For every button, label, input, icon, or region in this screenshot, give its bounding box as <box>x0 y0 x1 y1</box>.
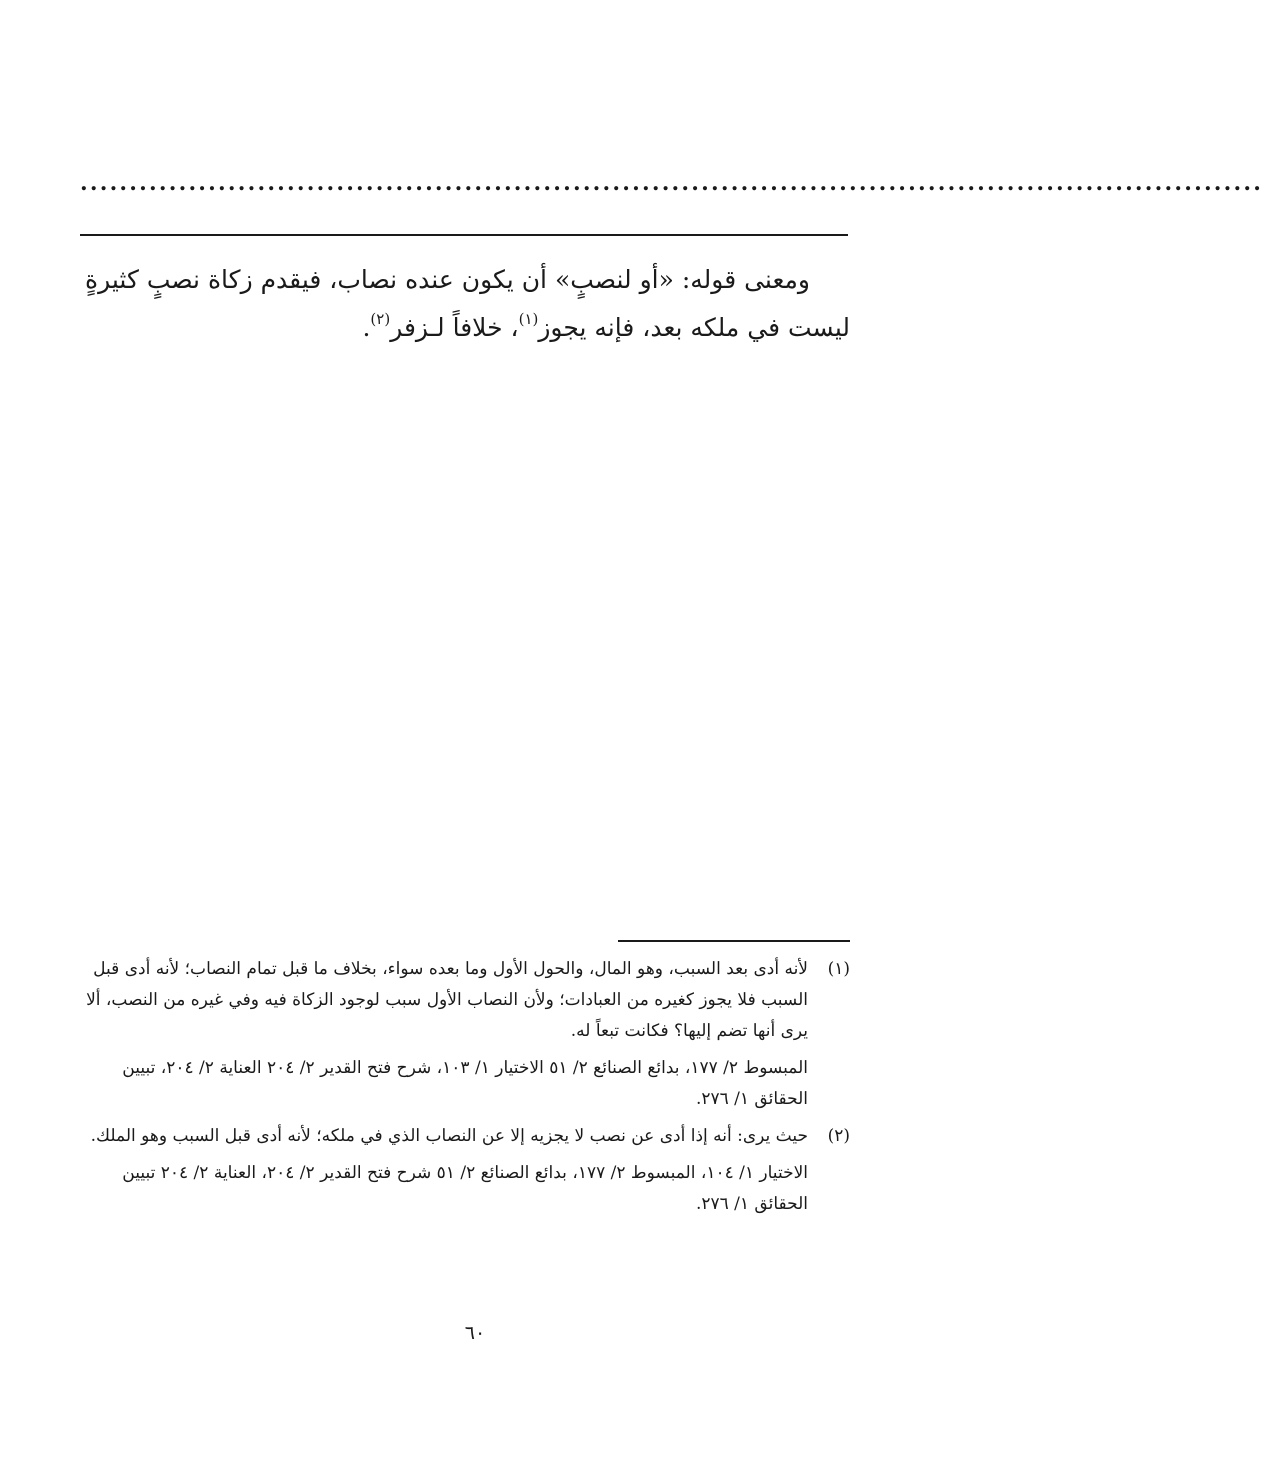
footnote-rule <box>618 940 850 942</box>
footnote-number: (١) <box>827 959 850 979</box>
footnote-ref-1[interactable]: (١) <box>518 310 539 328</box>
footnotes <box>80 954 850 1226</box>
footnote-1 <box>80 954 850 1115</box>
top-rule <box>80 234 848 236</box>
footnote-number: (٢) <box>827 1126 850 1146</box>
footnote-body <box>80 1121 808 1220</box>
footnote-text: حيث يرى: أنه إذا أدى عن نصب لا يجزيه إلا عن النصاب الذي في ملكه؛ لأنه أدى قبل السبب وهو الملك. <box>90 1126 808 1146</box>
footnote-references: الاختيار ١/ ١٠٤، المبسوط ٢/ ١٧٧، بدائع الصنائع ٢/ ٥١ شرح فتح القدير ٢/ ٢٠٤، العناية ٢/ ٢٠٤ تبيين الحقائق ١/ ٢٧٦. <box>122 1163 808 1214</box>
footnote-2 <box>80 1121 850 1220</box>
main-line-2-part-a: ليست في ملكه بعد، فإنه يجوز <box>538 313 850 342</box>
footnote-body <box>80 954 808 1115</box>
footnote-text: لأنه أدى بعد السبب، وهو المال، والحول الأول وما بعده سواء، بخلاف ما قبل تمام النصاب؛ لأنه أدى قبل السبب فلا يجوز كغيره من العبادات؛ ولأن النصاب الأول سبب لوجود الزكاة فيه وفي غيره من النصب، ألا يرى أنها تضم إليها؟ فكانت تبعاً له. <box>86 959 808 1041</box>
dotted-separator: ........................................................................................................................ <box>80 170 1263 196</box>
main-line-2-part-b: ، خلافاً لـزفر <box>390 313 519 342</box>
page-number: ٦٠ <box>464 1322 486 1344</box>
main-text <box>80 256 850 352</box>
footnote-references: المبسوط ٢/ ١٧٧، بدائع الصنائع ٢/ ٥١ الاختيار ١/ ١٠٣، شرح فتح القدير ٢/ ٢٠٤ العناية ٢/ ٢٠٤، تبيين الحقائق ١/ ٢٧٦. <box>122 1058 808 1109</box>
main-line-2 <box>80 304 850 352</box>
main-line-1: ومعنى قوله: «أو لنصبٍ» أن يكون عنده نصاب، فيقدم زكاة نصبٍ كثيرةٍ <box>84 265 810 294</box>
main-line-2-end: . <box>362 313 371 342</box>
footnote-ref-2[interactable]: (٢) <box>370 310 391 328</box>
